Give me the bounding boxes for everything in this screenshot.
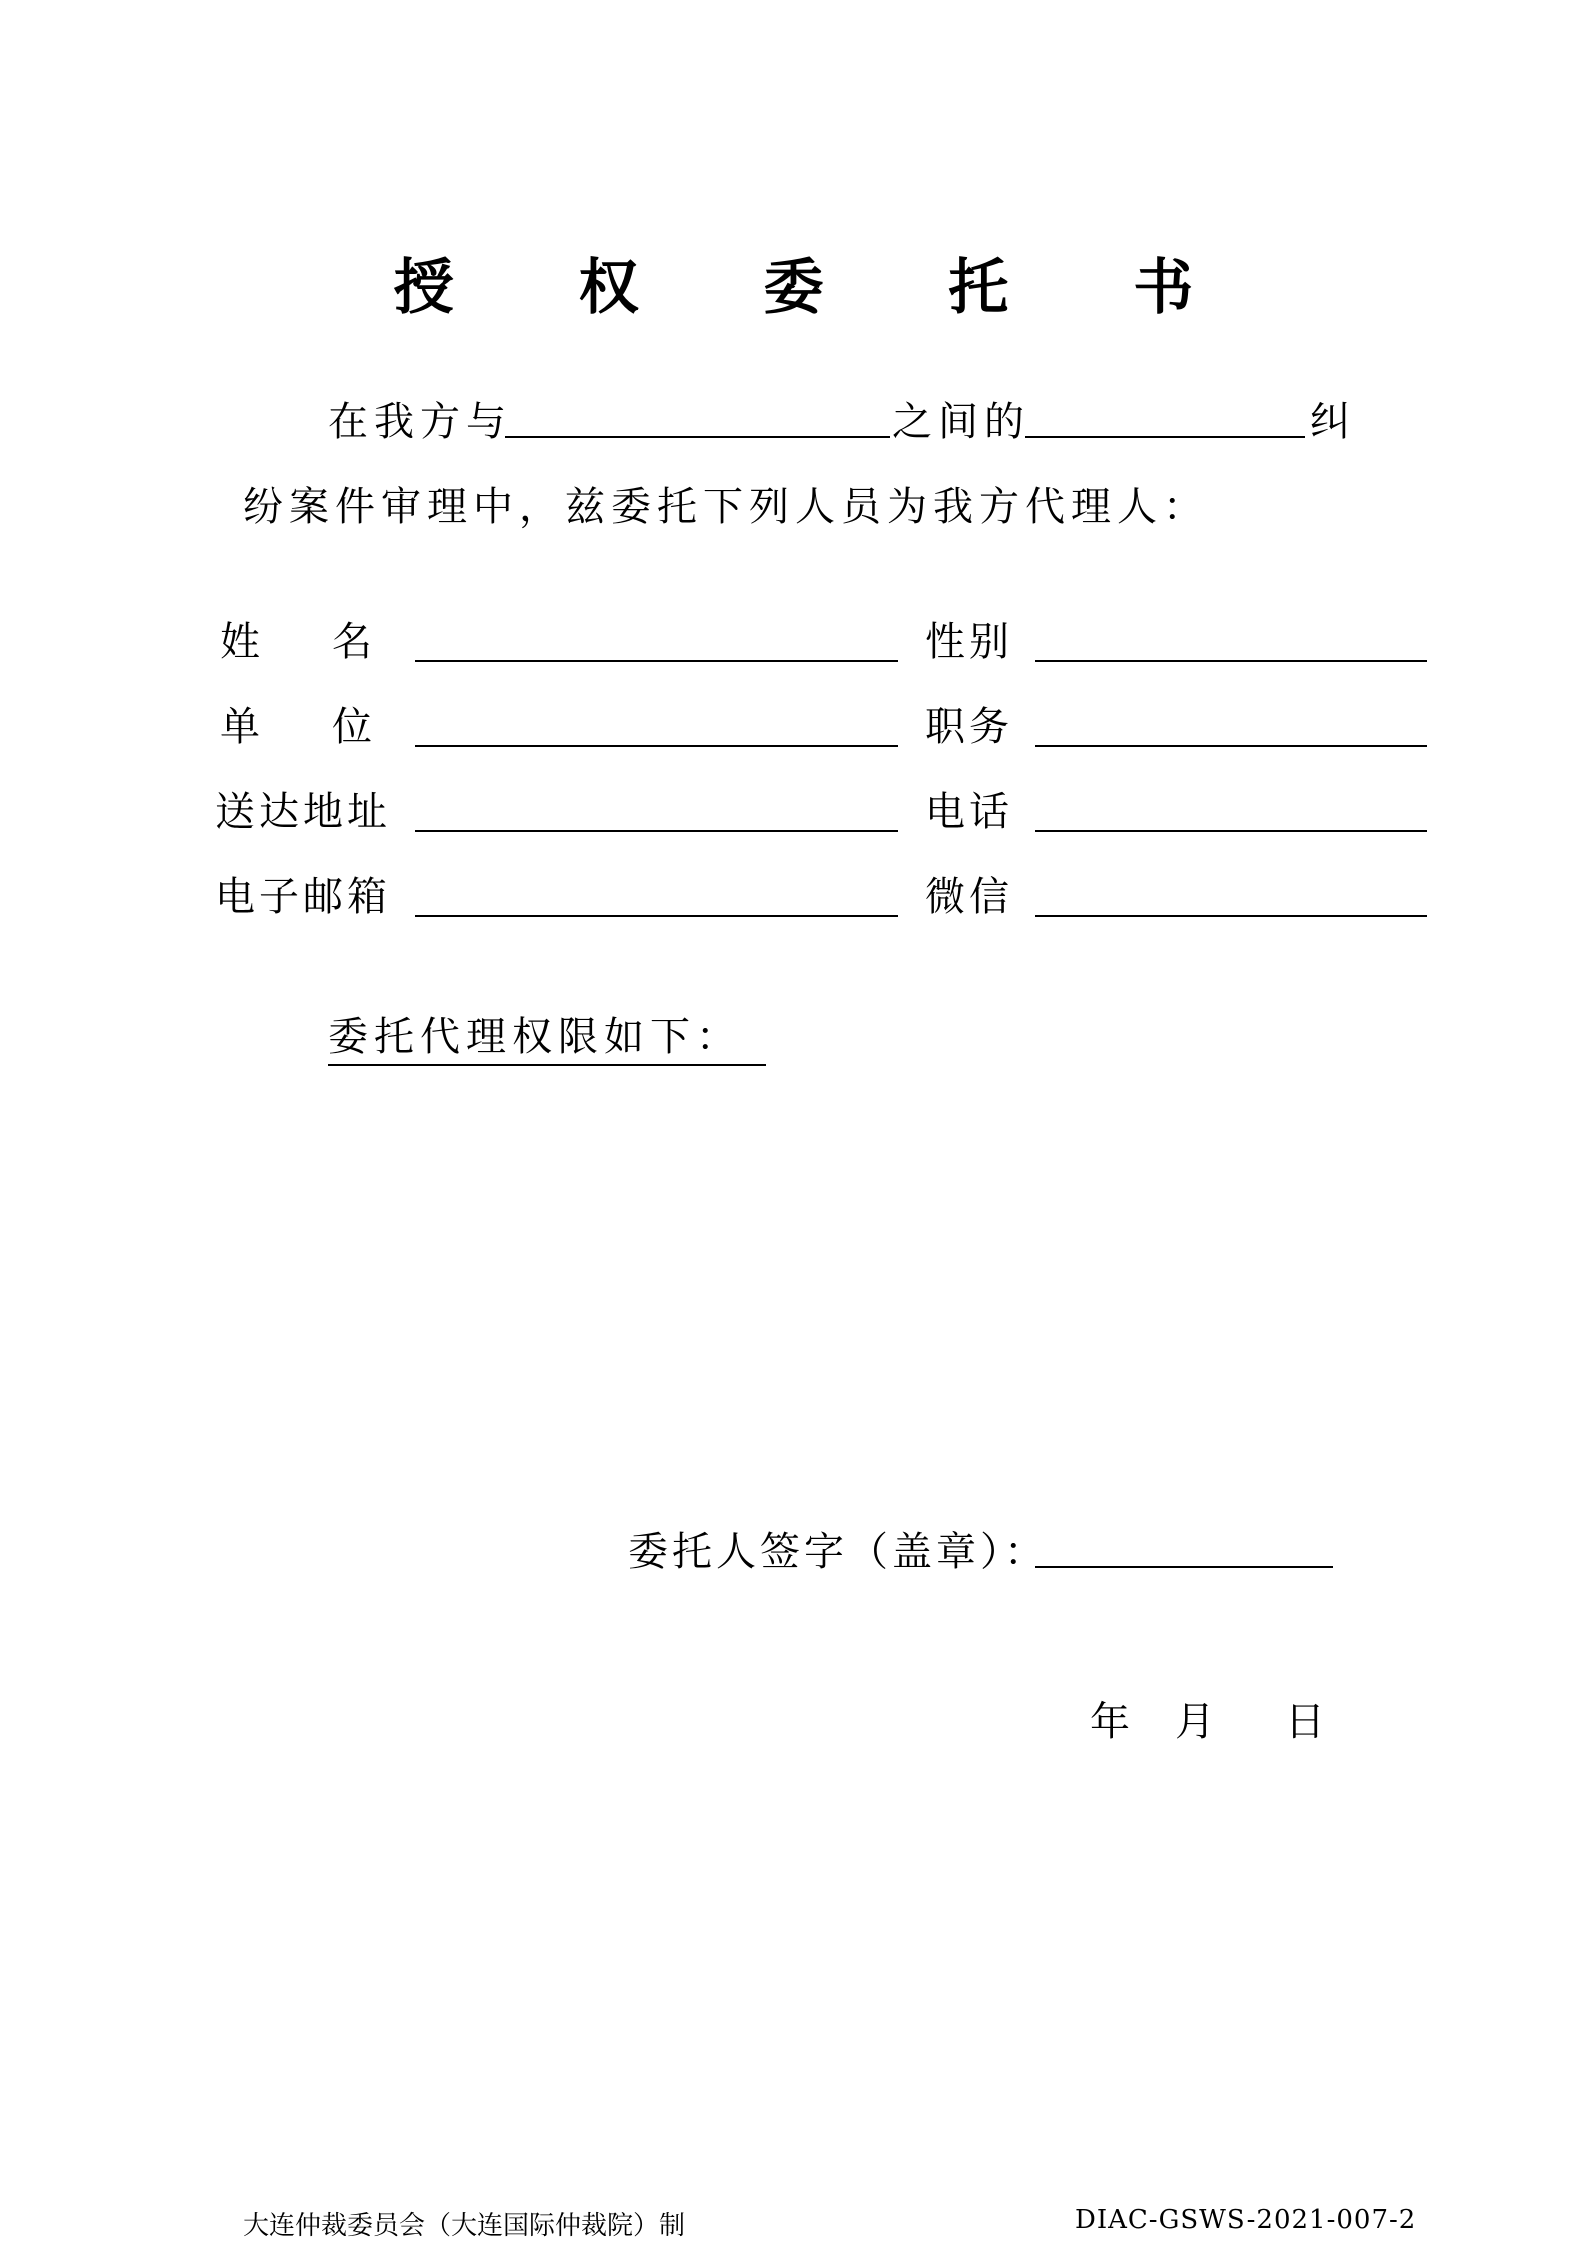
footer-doc-code: DIAC-GSWS-2021-007-2 (1075, 2205, 1417, 2235)
wechat-label: 微信 (925, 874, 1013, 920)
phone-label: 电话 (925, 789, 1013, 835)
signature-field[interactable] (1035, 1566, 1333, 1568)
address-label: 送达地址 (215, 789, 391, 835)
address-field[interactable] (415, 830, 898, 832)
gender-field[interactable] (1035, 660, 1427, 662)
position-field[interactable] (1035, 745, 1427, 747)
wechat-field[interactable] (1035, 915, 1427, 917)
signature-label: 委托人签字（盖章）： (628, 1529, 1048, 1575)
opponent-party-field[interactable] (505, 436, 890, 438)
date-day: 日 (1285, 1699, 1329, 1745)
name-label: 姓 名 (220, 619, 376, 665)
email-field[interactable] (415, 915, 898, 917)
unit-label: 单 位 (220, 704, 376, 750)
position-label: 职务 (925, 704, 1013, 750)
intro-line2: 纷案件审理中，兹委托下列人员为我方代理人： (243, 484, 1209, 530)
footer-issuer: 大连仲裁委员会（大连国际仲裁院）制 (243, 2211, 686, 2241)
date-year: 年 (1090, 1699, 1134, 1745)
date-month: 月 (1175, 1699, 1219, 1745)
name-field[interactable] (415, 660, 898, 662)
authority-content-area[interactable] (328, 1070, 1428, 1490)
intro-part1: 在我方与 (328, 399, 512, 445)
page-title: 授 权 委 托 书 (393, 253, 1246, 323)
phone-field[interactable] (1035, 830, 1427, 832)
gender-label: 性别 (925, 619, 1013, 665)
authority-label: 委托代理权限如下： (328, 1005, 766, 1066)
intro-part2: 之间的 (892, 399, 1030, 445)
email-label: 电子邮箱 (215, 874, 391, 920)
unit-field[interactable] (415, 745, 898, 747)
intro-part3: 纠 (1310, 399, 1356, 445)
dispute-type-field[interactable] (1025, 436, 1305, 438)
